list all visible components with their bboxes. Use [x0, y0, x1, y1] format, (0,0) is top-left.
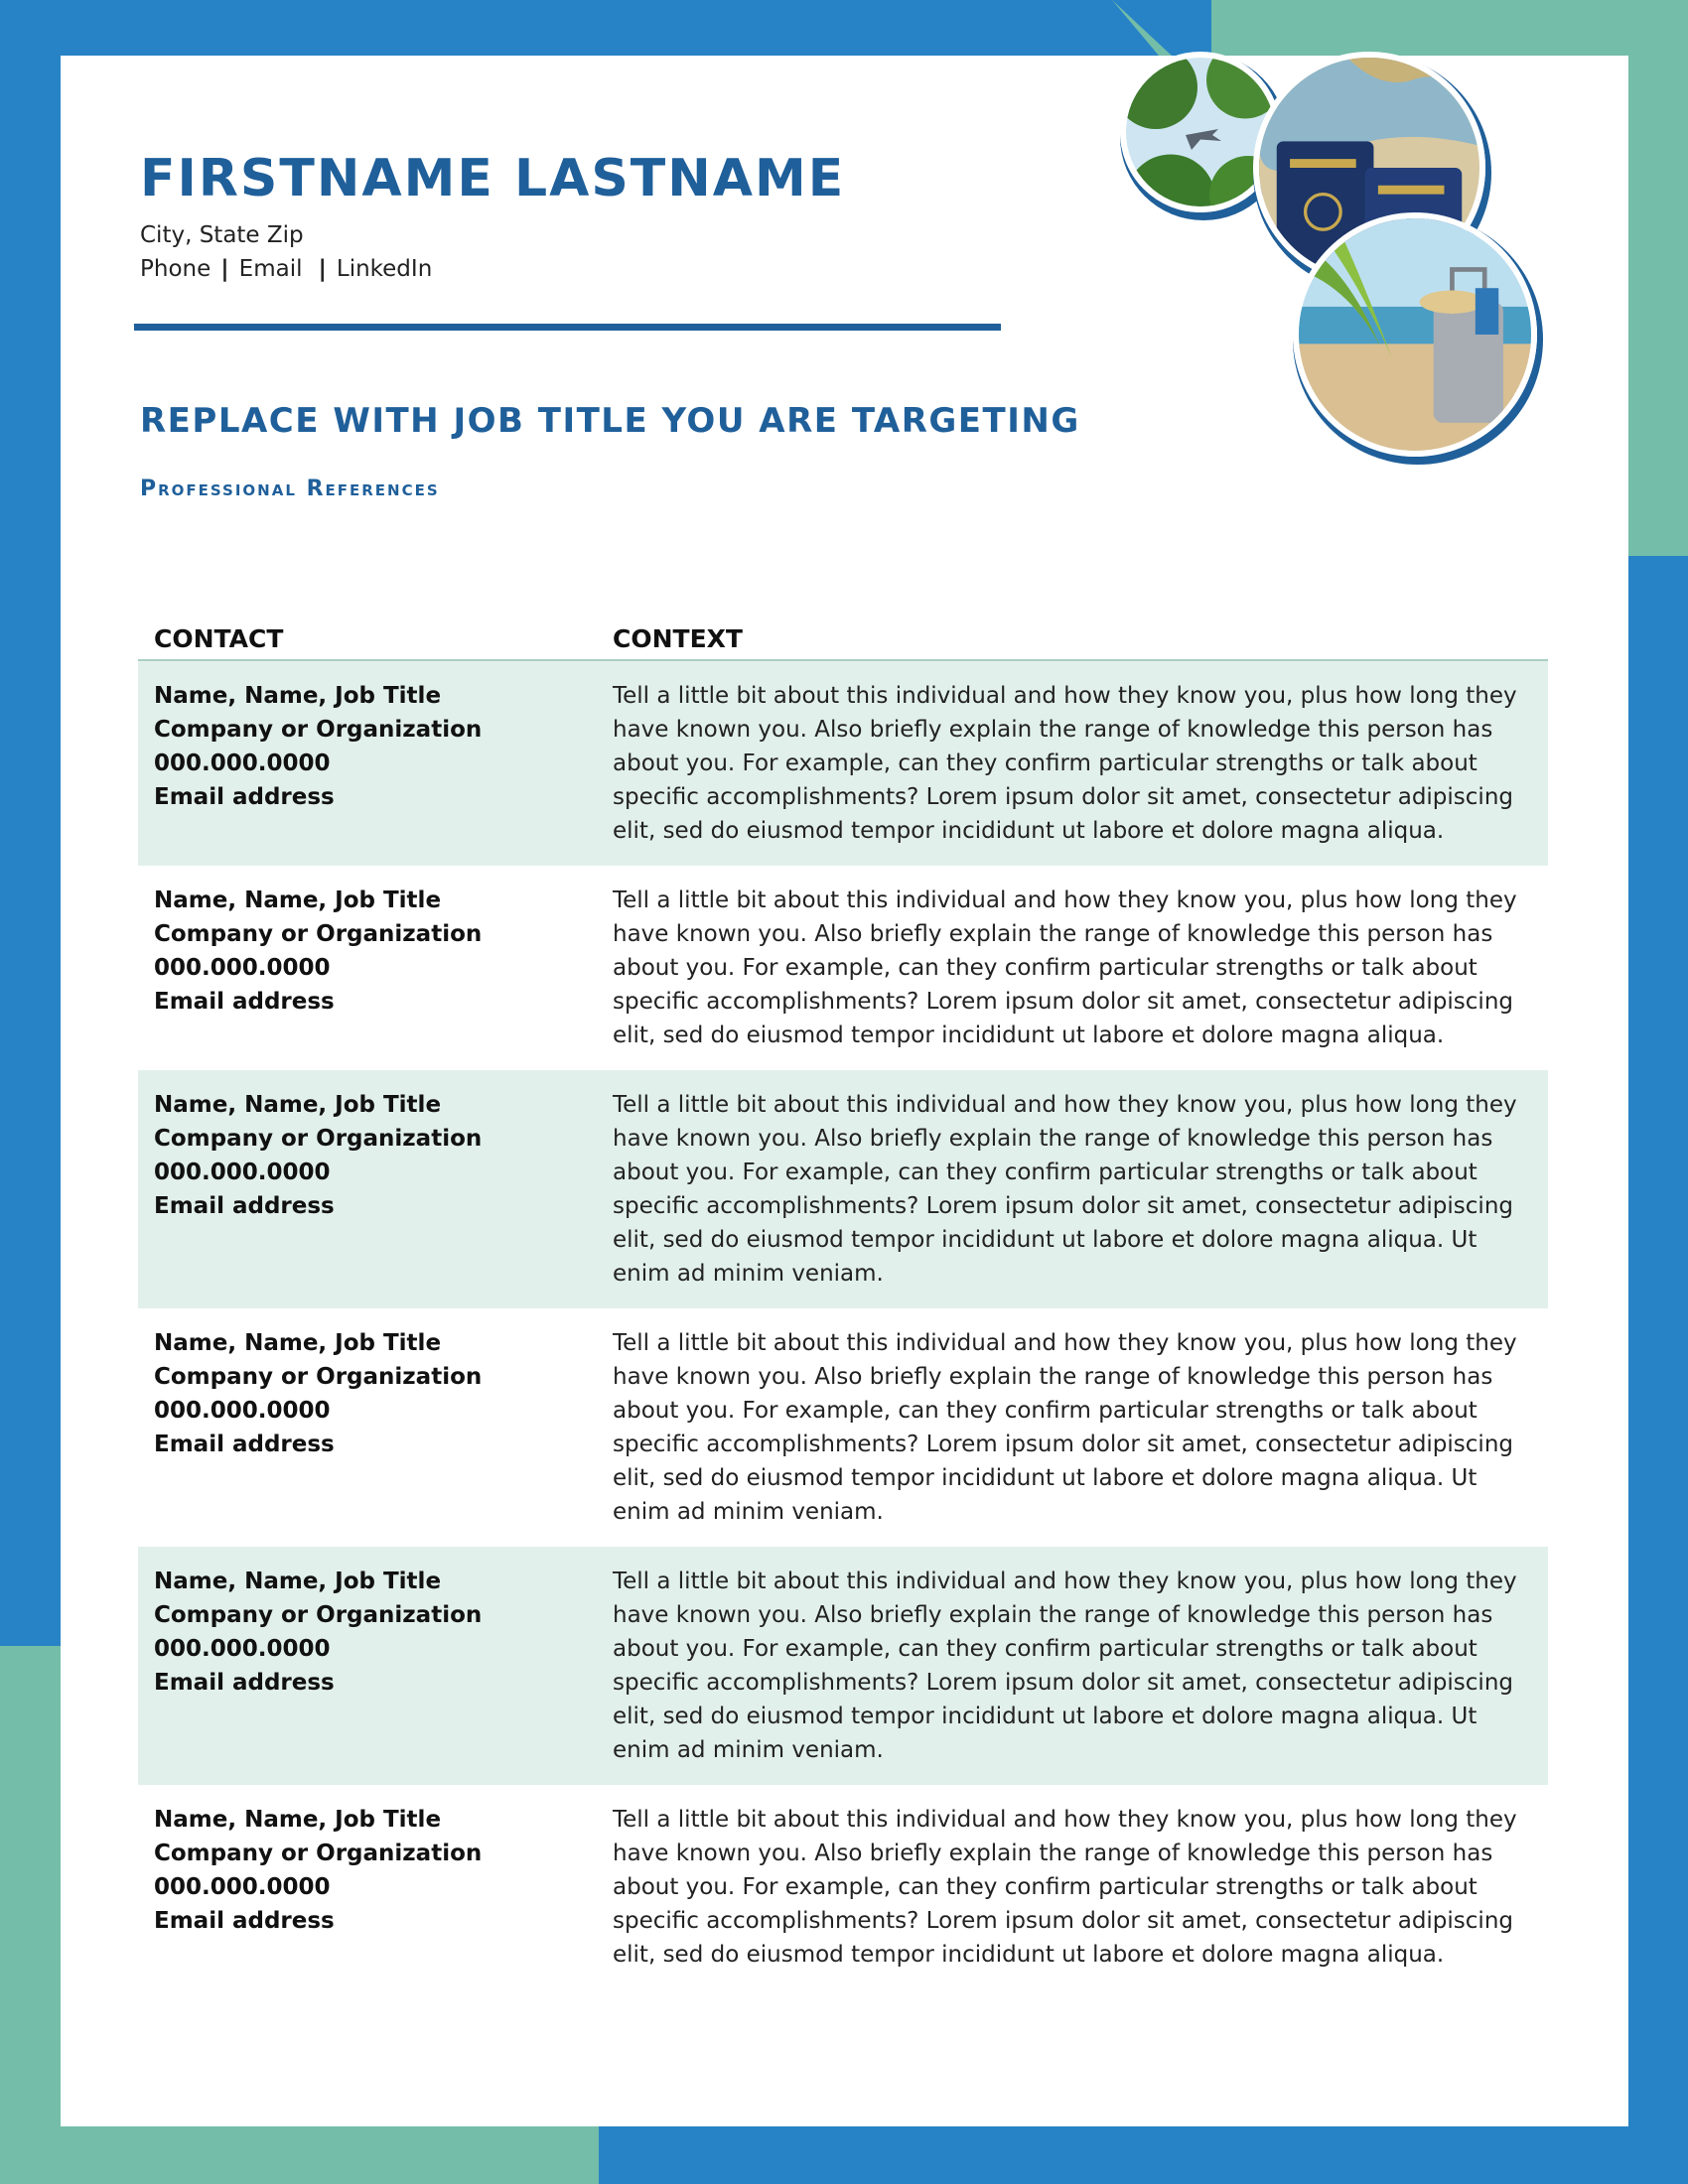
- reference-phone: 000.000.0000: [154, 1398, 331, 1424]
- job-title-heading: REPLACE WITH JOB TITLE YOU ARE TARGETING: [140, 401, 1080, 441]
- frame-left-blue: [0, 0, 61, 1646]
- phone-text: Phone: [140, 256, 211, 282]
- reference-phone: 000.000.0000: [154, 955, 331, 981]
- reference-context: Tell a little bit about this individual and how they know you, plus how long they have known you. Also briefly explain the range of knowledge this person has about you. For example, can they confirm particular strengths or talk about specific accomplishments? Lorem ipsum dolor sit amet, consectetur adipiscing elit, sed do eiusmod tempor incididunt ut labore et dolore magna aliqua.: [613, 1807, 1517, 1968]
- email-text: Email: [238, 256, 303, 282]
- reference-organization: Company or Organization: [154, 1602, 483, 1628]
- reference-organization: Company or Organization: [154, 921, 483, 947]
- reference-contact: [138, 1803, 597, 1972]
- linkedin-text: LinkedIn: [336, 256, 433, 282]
- header-contact: CONTACT: [154, 624, 284, 653]
- header-divider: [134, 324, 1001, 331]
- reference-context: Tell a little bit about this individual and how they know you, plus how long they have known you. Also briefly explain the range of knowledge this person has about you. For example, can they confirm particular strengths or talk about specific accomplishments? Lorem ipsum dolor sit amet, consectetur adipiscing elit, sed do eiusmod tempor incididunt ut labore et dolore magna aliqua. Ut enim ad minim veniam.: [613, 1092, 1517, 1287]
- reference-name: Name, Name, Job Title: [154, 1330, 442, 1356]
- references-table: [138, 610, 1548, 1989]
- reference-contact: [138, 1565, 597, 1767]
- separator: |: [220, 256, 229, 282]
- reference-name: Name, Name, Job Title: [154, 1807, 442, 1833]
- table-row: [138, 1547, 1548, 1785]
- beach-suitcase-photo: [1293, 212, 1537, 457]
- reference-name: Name, Name, Job Title: [154, 1092, 442, 1118]
- suitcase-beach-icon: [1299, 218, 1531, 451]
- frame-bottom-left-teal: [0, 1646, 61, 2184]
- reference-name: Name, Name, Job Title: [154, 887, 442, 913]
- contact-methods: [140, 256, 432, 282]
- reference-context: Tell a little bit about this individual and how they know you, plus how long they have known you. Also briefly explain the range of knowledge this person has about you. For example, can they confirm particular strengths or talk about specific accomplishments? Lorem ipsum dolor sit amet, consectetur adipiscing elit, sed do eiusmod tempor incididunt ut labore et dolore magna aliqua. Ut enim ad minim veniam.: [613, 1569, 1517, 1763]
- reference-contact: [138, 884, 597, 1052]
- reference-organization: Company or Organization: [154, 1364, 483, 1390]
- table-body: [138, 661, 1548, 1989]
- reference-context: Tell a little bit about this individual and how they know you, plus how long they have known you. Also briefly explain the range of knowledge this person has about you. For example, can they confirm particular strengths or talk about specific accomplishments? Lorem ipsum dolor sit amet, consectetur adipiscing elit, sed do eiusmod tempor incididunt ut labore et dolore magna aliqua.: [613, 887, 1517, 1048]
- reference-email: Email address: [154, 1908, 335, 1934]
- separator: |: [318, 256, 327, 282]
- reference-context: Tell a little bit about this individual and how they know you, plus how long they have known you. Also briefly explain the range of knowledge this person has about you. For example, can they confirm particular strengths or talk about specific accomplishments? Lorem ipsum dolor sit amet, consectetur adipiscing elit, sed do eiusmod tempor incididunt ut labore et dolore magna aliqua. Ut enim ad minim veniam.: [613, 1330, 1517, 1525]
- reference-contact: [138, 1088, 597, 1291]
- reference-contact: [138, 679, 597, 848]
- reference-email: Email address: [154, 1670, 335, 1696]
- reference-email: Email address: [154, 1193, 335, 1219]
- table-header: [138, 610, 1548, 661]
- reference-phone: 000.000.0000: [154, 751, 331, 776]
- reference-phone: 000.000.0000: [154, 1874, 331, 1900]
- table-row: [138, 1785, 1548, 1989]
- reference-phone: 000.000.0000: [154, 1160, 331, 1185]
- table-row: [138, 661, 1548, 866]
- reference-contact: [138, 1326, 597, 1529]
- reference-phone: 000.000.0000: [154, 1636, 331, 1662]
- city-state-zip: City, State Zip: [140, 222, 304, 248]
- frame-right-blue: [1628, 556, 1688, 2126]
- palm-trees-icon: [1126, 58, 1275, 206]
- table-row: [138, 1070, 1548, 1308]
- reference-organization: Company or Organization: [154, 1126, 483, 1152]
- reference-email: Email address: [154, 784, 335, 810]
- reference-context: Tell a little bit about this individual and how they know you, plus how long they have known you. Also briefly explain the range of knowledge this person has about you. For example, can they confirm particular strengths or talk about specific accomplishments? Lorem ipsum dolor sit amet, consectetur adipiscing elit, sed do eiusmod tempor incididunt ut labore et dolore magna aliqua.: [613, 683, 1517, 844]
- frame-bottom-right-blue: [599, 2126, 1688, 2184]
- candidate-name: FIRSTNAME LASTNAME: [140, 149, 846, 208]
- table-row: [138, 1308, 1548, 1547]
- frame-top-blue: [61, 0, 1202, 56]
- reference-email: Email address: [154, 1432, 335, 1457]
- table-row: [138, 866, 1548, 1070]
- reference-email: Email address: [154, 989, 335, 1015]
- reference-organization: Company or Organization: [154, 1841, 483, 1866]
- reference-name: Name, Name, Job Title: [154, 683, 442, 709]
- frame-bottom-strip-teal: [61, 2126, 599, 2184]
- reference-name: Name, Name, Job Title: [154, 1569, 442, 1594]
- header-context: CONTEXT: [613, 624, 743, 653]
- reference-organization: Company or Organization: [154, 717, 483, 743]
- section-heading: Professional References: [140, 477, 440, 501]
